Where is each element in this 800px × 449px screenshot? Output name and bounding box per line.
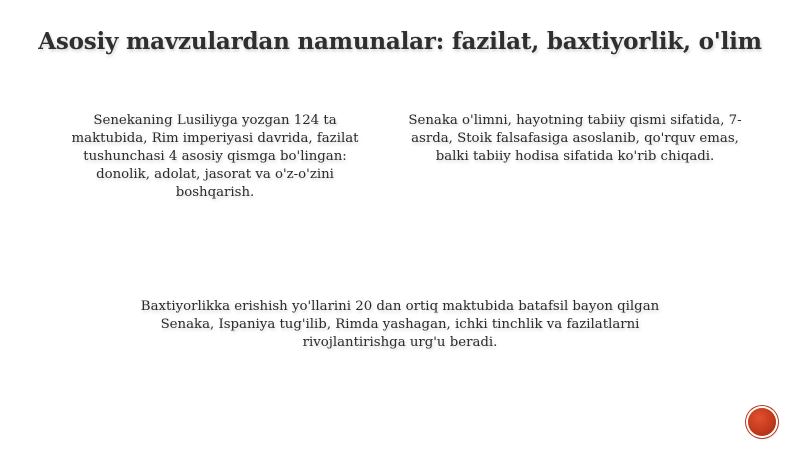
slide-title: Asosiy mavzulardan namunalar: fazilat, baxtiyorlik, o'lim	[38, 28, 762, 55]
paragraph-virtue: Senekaning Lusiliyga yozgan 124 ta maktubida, Rim imperiyasi davrida, fazilat tushunchasi 4 asosiy qismga bo'lingan: donolik, adolat, jasorat va o'z-o'zini boshqarish.	[71, 113, 359, 200]
paragraph-death: Senaka o'limni, hayotning tabiiy qismi sifatida, 7-asrda, Stoik falsafasiga asoslanib, qo'rquv emas, balki tabiiy hodisa sifatida ko'rib chiqadi.	[408, 113, 742, 164]
paragraph-happiness: Baxtiyorlikka erishish yo'llarini 20 dan ortiq maktubida batafsil bayon qilgan Senaka, Ispaniya tug'ilib, Rimda yashagan, ichki tinchlik va fazilatlarni rivojlantirishga urg'u beradi.	[140, 299, 660, 350]
slide-nav-button[interactable]	[748, 408, 776, 436]
